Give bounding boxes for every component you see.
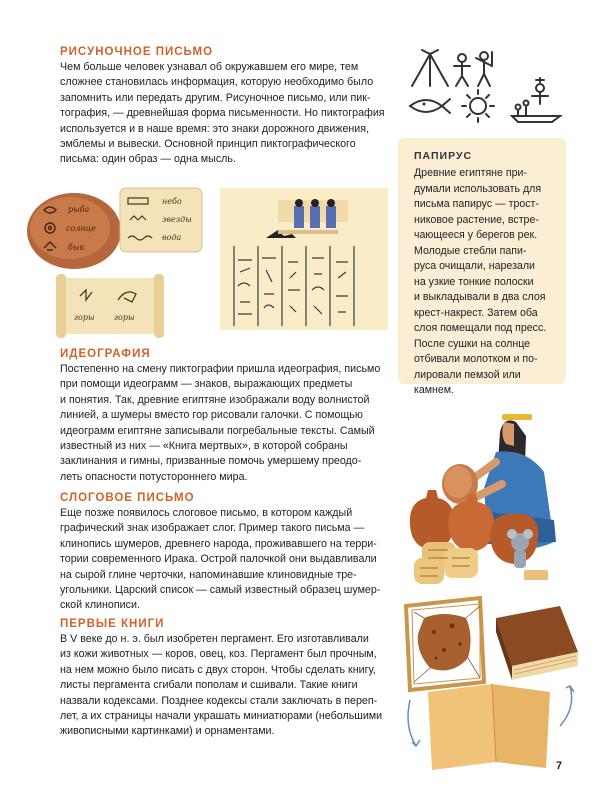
tablet-label-bull: бык bbox=[68, 243, 85, 252]
sumerian-scribe-illustration bbox=[404, 392, 584, 592]
heading-first-books: ПЕРВЫЕ КНИГИ bbox=[60, 618, 165, 630]
paragraph-first-books: В V веке до н. э. был изобретен пергамент. Его изготавливали из кожи животных — коров, овец, коз. Пергамент был прочным, на нем можно было писать с двух сторон. Чтобы сделать книгу, листы пергамента сгибали пополам и сшивали. Такие книги назвали кодексами. Позднее кодексы стали заключать в переп- лет, а их страницы начали украшать миниатюрами (небольшими живописными картинками) и орнаментами. bbox=[60, 633, 383, 738]
scroll-label-2: горы bbox=[114, 313, 135, 322]
paragraph-pictographic: Чем больше человек узнавал об окружавшем его мире, тем сложнее становилась информация, которую необходимо было запомнить или передать другим. Рисуночное письмо, или пик- тография, — древнейшая форма письменности. Но пиктография используется и в наше время: это знаки дорожного движения, эмблемы и вывески. Основной принцип пиктографического письма: один образ — одна мысль. bbox=[60, 61, 385, 166]
pictogram-glyphs-illustration bbox=[400, 44, 565, 134]
heading-syllabic: СЛОГОВОЕ ПИСЬМО bbox=[60, 492, 195, 504]
sidebar-text: Древние египтяне при- думали использовать для письма папирус — трост- никовое растение, встре- чающееся у берегов рек. Молодые стебли папи- руса очищали, нарезали на узкие тонкие полоски и выкладывали в два слоя крест-накрест. Затем оба слоя помещали под пресс. После сушки на солнце отбивали молотком и по- лировали пемзой или камнем. bbox=[414, 167, 547, 396]
scroll-illustration bbox=[54, 270, 166, 342]
page-number: 7 bbox=[556, 760, 563, 772]
heading-ideography: ИДЕОГРАФИЯ bbox=[60, 348, 151, 360]
square-tablet-illustration bbox=[118, 186, 204, 254]
heading-pictographic: РИСУНОЧНОЕ ПИСЬМО bbox=[60, 46, 214, 58]
tablet-label-sky: небо bbox=[162, 197, 182, 206]
papyrus-sidebar bbox=[398, 138, 566, 396]
sidebar-title: ПАПИРУС bbox=[414, 150, 473, 162]
round-clay-tablet-illustration bbox=[24, 190, 124, 272]
scroll-label-1: горы bbox=[74, 313, 95, 322]
tablet-label-water: вода bbox=[162, 233, 182, 242]
parchment-codex-illustration bbox=[400, 596, 586, 774]
paragraph-ideography: Постепенно на смену пиктографии пришла идеография, письмо при помощи идеограмм — знаков, выражающих предметы и понятия. Так, древние египтяне изображали воду волнистой линией, а шумеры вместо гор рисовали галочки. С помощью идеограмм египтяне записывали погребальные тексты. Самый известный из них — «Книга мертвых», в которой собраны заклинания и гимны, призванные помочь умершему преодо- леть опасности потустороннего мира. bbox=[60, 363, 381, 483]
paragraph-syllabic: Еще позже появилось слоговое письмо, в котором каждый графический знак изображает слог. Пример такого письма — клинопись шумеров, древнего народа, проживавшего на терри- тории современного Ирака. Острой палочкой они выдавливали на сырой глине черточки, напоминавшие клиновидные тре- угольники. Царский список — самый известный образец шумер- ской клинописи. bbox=[60, 507, 381, 612]
tablet-label-stars: звезды bbox=[162, 215, 192, 224]
egyptian-papyrus-illustration bbox=[218, 186, 390, 332]
tablet-label-fish: рыба bbox=[68, 205, 90, 214]
tablet-label-sun: солнце bbox=[66, 224, 96, 233]
